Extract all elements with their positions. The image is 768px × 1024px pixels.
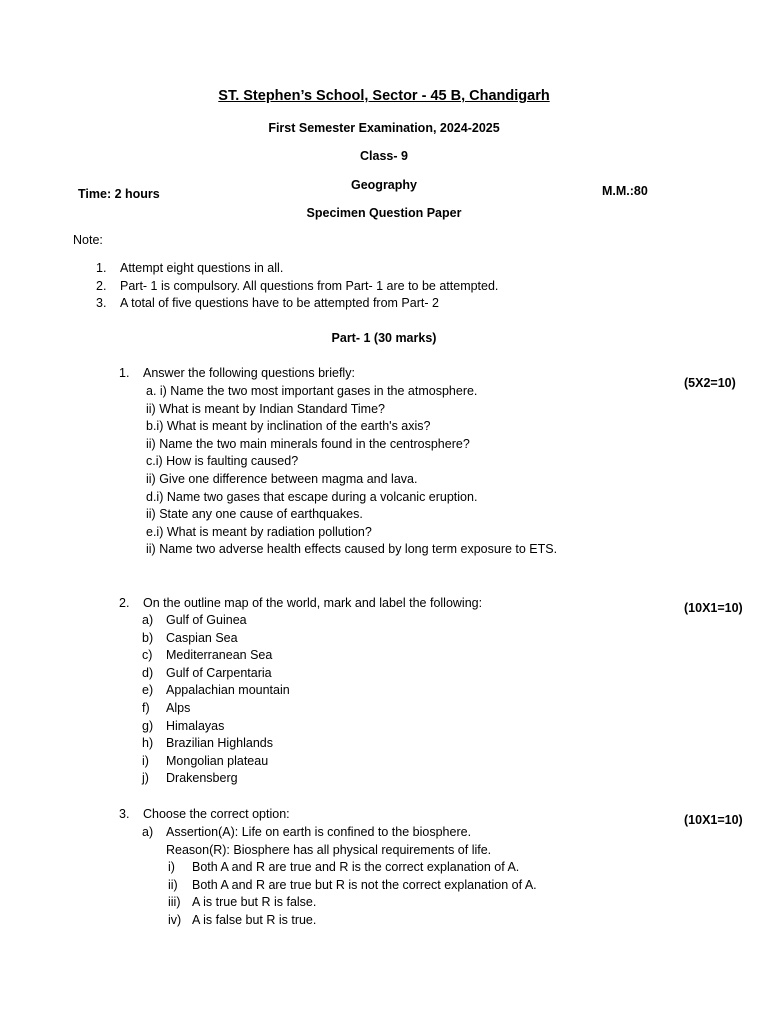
q3-assertion-block xyxy=(142,824,491,859)
paper-type-label: Specimen Question Paper xyxy=(306,206,462,220)
question-3: 3. Choose the correct option: xyxy=(119,807,290,821)
q2-item: c) Mediterranean Sea xyxy=(142,648,273,663)
q3-options xyxy=(168,859,537,929)
q2-item: d) Gulf of Carpentaria xyxy=(142,665,272,680)
q2-item: i) Mongolian plateau xyxy=(142,753,269,768)
q2-item: g) Himalayas xyxy=(142,718,225,733)
q2-item: b) Caspian Sea xyxy=(142,630,238,645)
q2-item: h) Brazilian Highlands xyxy=(142,736,274,751)
subject-label: Geography xyxy=(351,178,417,192)
max-marks-label: M.M.:80 xyxy=(602,184,648,198)
q3-option: iv) A is false but R is true. xyxy=(168,912,317,927)
q2-item: j) Drakensberg xyxy=(142,771,238,786)
note-label: Note: xyxy=(73,233,103,247)
q1-line: b.i) What is meant by inclination of the earth's axis? xyxy=(146,419,431,434)
q1-line: ii) Give one difference between magma and lava. xyxy=(146,471,418,486)
q3-assertion: a) Assertion(A): Life on earth is confined to the biosphere. xyxy=(142,825,472,839)
q2-item: a) Gulf of Guinea xyxy=(142,613,247,627)
q3-option: i) Both A and R are true and R is the correct explanation of A. xyxy=(168,860,520,874)
note-item: 3. A total of five questions have to be attempted from Part- 2 xyxy=(96,296,439,311)
q1-line: d.i) Name two gases that escape during a volcanic eruption. xyxy=(146,489,478,504)
q2-item: f) Alps xyxy=(142,700,191,715)
q2-item: e) Appalachian mountain xyxy=(142,683,290,698)
q1-line: ii) What is meant by Indian Standard Time? xyxy=(146,401,386,416)
q1-marks: (5X2=10) xyxy=(684,376,736,390)
q1-line: c.i) How is faulting caused? xyxy=(146,454,299,469)
q3-marks: (10X1=10) xyxy=(684,813,743,827)
school-name: ST. Stephen’s School, Sector - 45 B, Chandigarh xyxy=(218,88,550,104)
exam-title: First Semester Examination, 2024-2025 xyxy=(268,121,500,135)
note-list xyxy=(96,260,498,313)
q3-option: iii) A is true but R is false. xyxy=(168,895,317,910)
q1-line: ii) State any one cause of earthquakes. xyxy=(146,507,363,522)
class-label: Class- 9 xyxy=(360,149,408,163)
time-label: Time: 2 hours xyxy=(78,187,160,201)
q3-option: ii) Both A and R are true but R is not the correct explanation of A. xyxy=(168,877,537,892)
note-item: 2. Part- 1 is compulsory. All questions from Part- 1 are to be attempted. xyxy=(96,278,499,293)
note-item: 1. Attempt eight questions in all. xyxy=(96,261,284,275)
q1-line: e.i) What is meant by radiation pollution? xyxy=(146,524,372,539)
q1-line: ii) Name two adverse health effects caused by long term exposure to ETS. xyxy=(146,542,558,557)
q1-line: a. i) Name the two most important gases in the atmosphere. xyxy=(146,384,478,398)
question-2: 2. On the outline map of the world, mark and label the following: xyxy=(119,596,483,610)
q1-line: ii) Name the two main minerals found in the centrosphere? xyxy=(146,436,470,451)
q2-items xyxy=(142,612,290,788)
q3-reason: Reason(R): Biosphere has all physical requirements of life. xyxy=(166,842,492,857)
q1-subquestions xyxy=(146,383,557,559)
question-1: 1. Answer the following questions briefly: xyxy=(119,366,355,380)
part1-heading: Part- 1 (30 marks) xyxy=(331,331,437,345)
q2-marks: (10X1=10) xyxy=(684,601,743,615)
